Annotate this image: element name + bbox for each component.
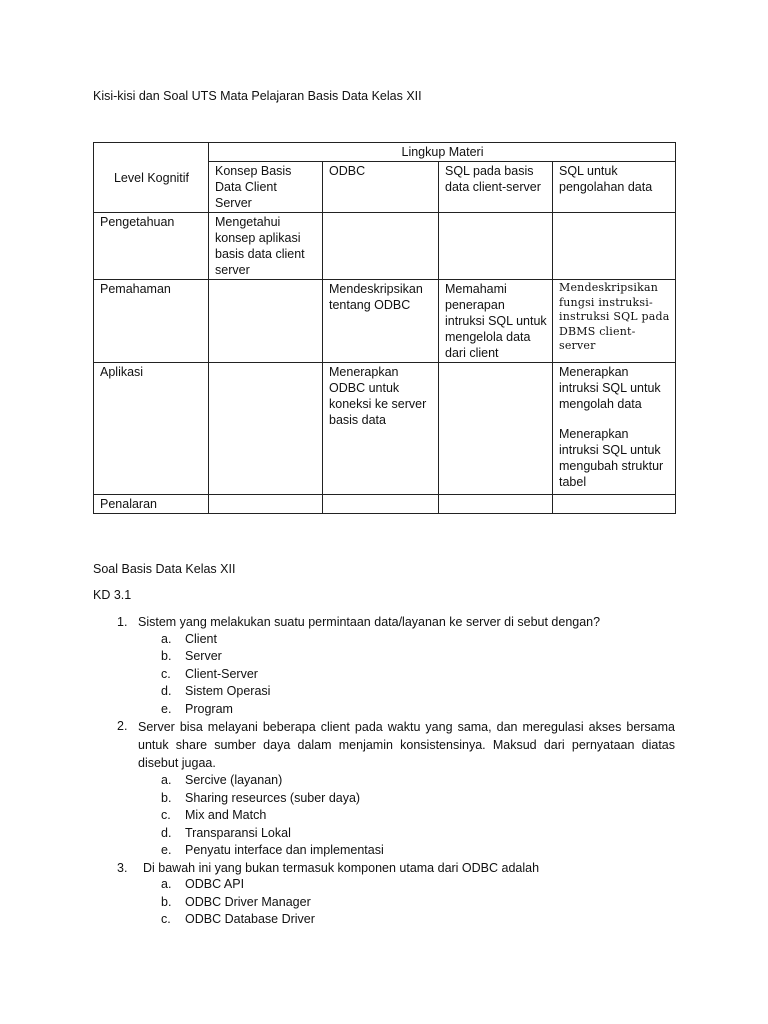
option-item [138, 911, 675, 929]
question-text: Sistem yang melakukan suatu permintaan data/layanan ke server di sebut dengan? [138, 615, 601, 629]
option-list [138, 876, 675, 929]
option-letter: e. [161, 843, 172, 857]
option-text: Sercive (layanan) [185, 773, 283, 787]
question-number: 2. [117, 719, 128, 733]
option-letter: d. [161, 684, 172, 698]
document-title: Kisi-kisi dan Soal UTS Mata Pelajaran Basis Data Kelas XII [93, 89, 422, 103]
table-row [94, 213, 676, 280]
option-text: Sharing reseurces (suber daya) [185, 790, 361, 805]
option-item [138, 631, 675, 649]
table-row [94, 495, 676, 514]
option-text: Program [185, 701, 233, 716]
question-item [93, 718, 675, 860]
table-cell [553, 363, 676, 495]
option-item [138, 790, 675, 808]
option-list [138, 772, 675, 860]
table-cell: Mengetahui konsep aplikasi basis data client server [209, 213, 323, 280]
row-level: Penalaran [94, 495, 209, 514]
table-cell [323, 213, 439, 280]
section-title: Soal Basis Data Kelas XII [93, 562, 236, 576]
question-text: Di bawah ini yang bukan termasuk komponen utama dari ODBC adalah [143, 860, 540, 875]
option-letter: a. [161, 877, 172, 891]
row-level: Aplikasi [94, 363, 209, 495]
option-letter: a. [161, 773, 172, 787]
option-letter: b. [161, 649, 172, 663]
table-cell [439, 213, 553, 280]
option-letter: b. [161, 894, 172, 909]
table-cell [209, 280, 323, 363]
table-cell [209, 363, 323, 495]
column-header: Konsep Basis Data Client Server [209, 162, 323, 213]
option-letter: b. [161, 790, 172, 805]
table-cell [209, 495, 323, 514]
option-text: Transparansi Lokal [185, 825, 291, 840]
option-letter: c. [161, 666, 171, 681]
level-kognitif-header: Level Kognitif [94, 143, 209, 213]
option-text: Sistem Operasi [185, 684, 271, 698]
option-text: ODBC Database Driver [185, 912, 315, 926]
option-item [138, 683, 675, 701]
question-item [93, 614, 675, 718]
column-header: SQL pada basis data client-server [439, 162, 553, 213]
table-cell: Menerapkan ODBC untuk koneksi ke server basis data [323, 363, 439, 495]
kd-label: KD 3.1 [93, 588, 132, 602]
question-list [93, 614, 675, 929]
option-item [138, 894, 675, 912]
row-level: Pemahaman [94, 280, 209, 363]
option-item [138, 842, 675, 860]
option-item [138, 876, 675, 894]
table-cell: Mendeskripsikan tentang ODBC [323, 280, 439, 363]
option-text: ODBC API [185, 877, 245, 891]
table-cell: Memahami penerapan intruksi SQL untuk mengelola data dari client [439, 280, 553, 363]
option-text: ODBC Driver Manager [185, 894, 311, 909]
table-row [94, 280, 676, 363]
table-cell: Mendeskripsikan fungsi instruksi-instruksi SQL pada DBMS client-server [553, 280, 676, 363]
table-cell [553, 495, 676, 514]
table-row [94, 363, 676, 495]
option-text: Mix and Match [185, 808, 267, 822]
question-number: 1. [117, 615, 128, 629]
cell-paragraph: Menerapkan intruksi SQL untuk mengolah data [559, 365, 661, 411]
table-cell [439, 363, 553, 495]
kisi-kisi-table [93, 142, 676, 514]
option-letter: e. [161, 701, 172, 716]
question-item [93, 860, 675, 929]
table-cell [439, 495, 553, 514]
table-cell [553, 213, 676, 280]
option-item [138, 701, 675, 719]
option-text: Server [185, 649, 222, 663]
question-text: Server bisa melayani beberapa client pada waktu yang sama, dan meregulasi akses bersama untuk share sumber daya dalam menjamin konsistensinya. Maksud dari pernyataan diatas disebut jugaa. [138, 720, 675, 770]
question-number: 3. [117, 860, 128, 875]
option-item [138, 825, 675, 843]
column-header: SQL untuk pengolahan data [553, 162, 676, 213]
column-header: ODBC [323, 162, 439, 213]
row-level: Pengetahuan [94, 213, 209, 280]
option-item [138, 772, 675, 790]
option-letter: c. [161, 808, 171, 822]
option-list [138, 631, 675, 719]
option-text: Client-Server [185, 666, 258, 681]
option-text: Penyatu interface dan implementasi [185, 843, 384, 857]
option-text: Client [185, 631, 217, 646]
lingkup-materi-header: Lingkup Materi [209, 143, 676, 162]
option-item [138, 807, 675, 825]
option-letter: a. [161, 631, 172, 646]
option-item [138, 666, 675, 684]
option-letter: d. [161, 825, 172, 840]
table-cell [323, 495, 439, 514]
option-item [138, 648, 675, 666]
cell-paragraph: Menerapkan intruksi SQL untuk mengubah struktur tabel [559, 427, 664, 489]
option-letter: c. [161, 912, 171, 926]
